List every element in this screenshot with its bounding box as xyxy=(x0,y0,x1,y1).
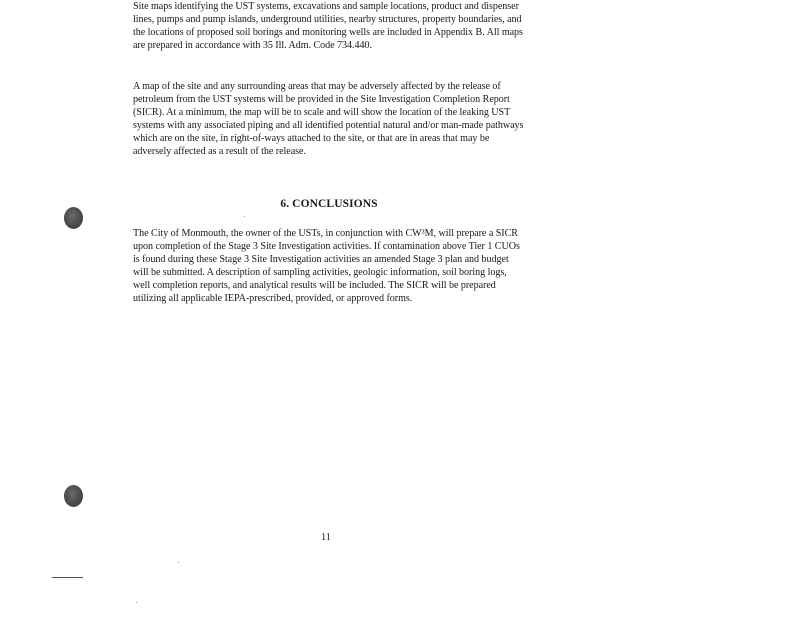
section-heading: 6. CONCLUSIONS xyxy=(280,198,378,210)
scan-speck xyxy=(178,562,179,563)
body-paragraph-conclusions: The City of Monmouth, the owner of the USTs, in conjunction with CW³M, will prepare a SICR upon completion of the Stage 3 Site Investigation activities. If contamination above Tier 1 CUOs is found during these Stage 3 Site Investigation activities an amended Stage 3 plan and budget will be submitted. A description of sampling activities, geologic information, soil boring logs, well completion reports, and analytical results will be included. The SICR will be prepared utilizing all applicable IEPA-prescribed, provided, or approved forms. xyxy=(133,228,520,305)
scan-speck xyxy=(136,602,137,603)
punch-hole-bottom xyxy=(64,485,83,507)
body-paragraph-site-maps: Site maps identifying the UST systems, excavations and sample locations, product and dispenser lines, pumps and pump islands, underground utilities, nearby structures, property boundaries, and the locations of proposed soil borings and monitoring wells are included in Appendix B. All maps are prepared in accordance with 35 Ill. Adm. Code 734.440. xyxy=(133,1,523,52)
scan-speck xyxy=(244,216,245,217)
scan-edge-line xyxy=(52,577,83,578)
punch-hole-top xyxy=(64,207,83,229)
page-number: 11 xyxy=(321,532,331,543)
body-paragraph-site-map-sicr: A map of the site and any surrounding areas that may be adversely affected by the release of petroleum from the UST systems will be provided in the Site Investigation Completion Report (SICR). At a minimum, the map will be to scale and will show the location of the leaking UST systems with any associated piping and all identified potential natural and/or man-made pathways which are on the site, in right-of-ways attached to the site, or that are in areas that may be adversely affected as a result of the release. xyxy=(133,81,524,158)
